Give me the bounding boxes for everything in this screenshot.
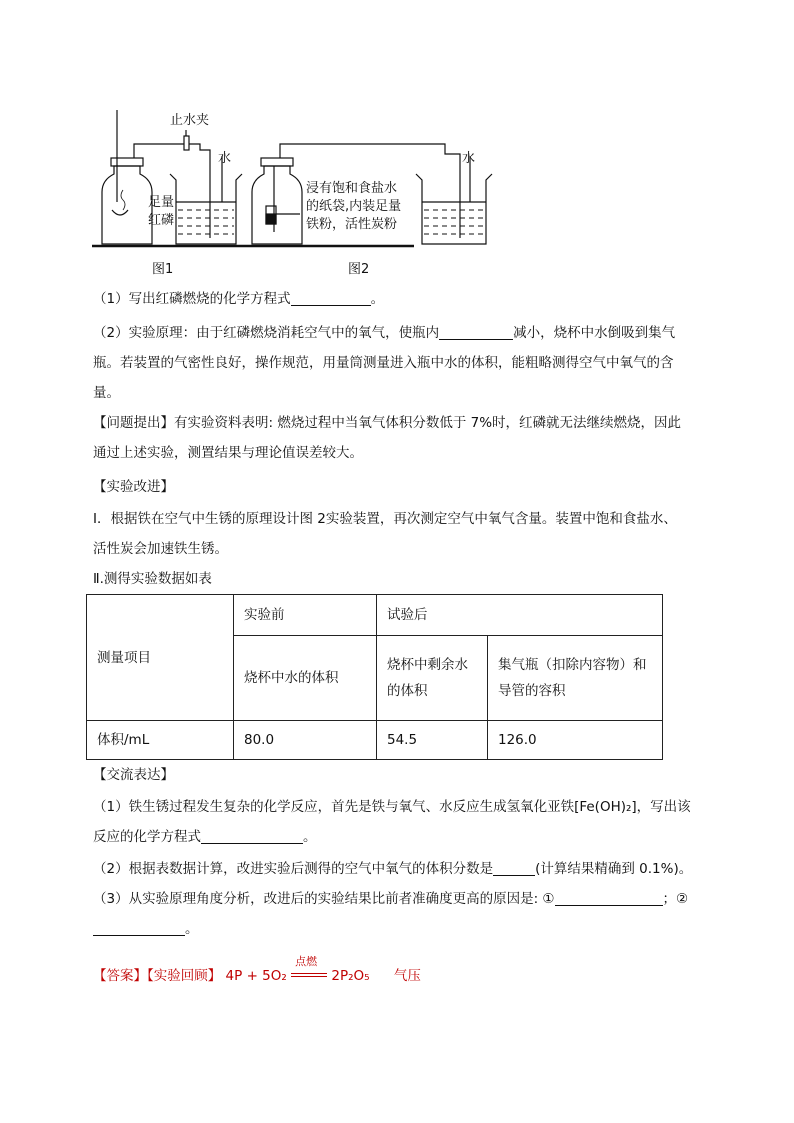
answer-prefix: 【答案】【实验回顾】 xyxy=(93,968,222,984)
exchange-question-3-text: （3）从实验原理角度分析，改进后的实验结果比前者准确度更高的原因是: ① xyxy=(93,891,555,907)
answer-line xyxy=(93,955,421,984)
answer-blank[interactable] xyxy=(439,323,513,340)
table-col-bottle-line1: 集气瓶（扣除内容物）和 xyxy=(498,657,647,673)
step-1-line2: 活性炭会加速铁生锈。 xyxy=(93,541,228,557)
clamp-label: 止水夹 xyxy=(170,113,210,128)
table-header-after: 试验后 xyxy=(377,595,663,636)
answer-equation-rhs: 2P₂O₅ xyxy=(331,968,370,984)
table-cell-beaker-water: 80.0 xyxy=(234,721,377,760)
water-label-fig1: 水 xyxy=(218,151,232,166)
answer-equation-lhs: 4P + 5O₂ xyxy=(225,968,287,984)
exchange-question-3-end: 。 xyxy=(185,921,199,937)
water-label-fig2: 水 xyxy=(462,151,476,166)
exchange-heading: 【交流表达】 xyxy=(93,767,174,783)
step-1-line1: Ⅰ．根据铁在空气中生锈的原理设计图 2实验装置，再次测定空气中氧气含量。装置中饱和食盐水、 xyxy=(93,511,677,527)
bag-label-line3: 铁粉，活性炭粉 xyxy=(306,217,398,232)
question-1 xyxy=(93,284,703,314)
table-col-remaining-water xyxy=(377,636,488,721)
exchange-question-1-line2: 反应的化学方程式 xyxy=(93,829,201,845)
problem-line1: 【问题提出】有实验资料表明: 燃烧过程中当氧气体积分数低于 7%时，红磷就无法继续燃烧，因此 xyxy=(93,415,682,431)
question-1-text: （1）写出红磷燃烧的化学方程式 xyxy=(93,291,291,307)
exchange-question-1 xyxy=(93,792,703,852)
table-header-before: 实验前 xyxy=(234,595,377,636)
problem-line2: 通过上述实验，测置结果与理论值误差较大。 xyxy=(93,445,363,461)
problem-section xyxy=(93,408,703,468)
step-2: Ⅱ.测得实验数据如表 xyxy=(93,571,212,587)
exchange-question-1-line1: （1）铁生锈过程发生复杂的化学反应，首先是铁与氧气、水反应生成氢氧化亚铁[Fe(OH)₂]，写出该 xyxy=(93,799,691,815)
answer-blank[interactable] xyxy=(93,919,185,936)
exchange-question-1-end: 。 xyxy=(303,829,317,845)
phosphorus-label-line1: 足量 xyxy=(148,195,175,210)
table-header-item: 测量项目 xyxy=(87,595,234,721)
table-cell-bottle-volume: 126.0 xyxy=(488,721,663,760)
answer-blank[interactable] xyxy=(493,859,535,876)
exchange-question-3 xyxy=(93,884,703,944)
reaction-condition: 点燃 xyxy=(295,955,318,968)
table-row xyxy=(87,595,663,636)
question-2-line3: 量。 xyxy=(93,385,120,401)
question-2-line2: 瓶。若装置的气密性良好，操作规范，用量筒测量进入瓶中水的体积，能粗略测得空气中氧气的含 xyxy=(93,355,674,371)
question-2 xyxy=(93,318,703,408)
table-col-remaining-line2: 的体积 xyxy=(387,683,428,699)
exchange-question-3-mid: ；② xyxy=(662,891,689,907)
exchange-question-2 xyxy=(93,854,703,884)
question-2-line1: （2）实验原理：由于红磷燃烧消耗空气中的氧气，使瓶内 xyxy=(93,325,440,341)
table-row-label: 体积/mL xyxy=(87,721,234,760)
step-1 xyxy=(93,504,703,564)
question-2-line1-end: 减小，烧杯中水倒吸到集气 xyxy=(513,325,676,341)
question-1-end: 。 xyxy=(370,291,385,307)
figure-1-label: 图1 xyxy=(152,262,174,277)
table-cell-remaining-water: 54.5 xyxy=(377,721,488,760)
answer-blank[interactable] xyxy=(555,889,663,906)
figure-2-label: 图2 xyxy=(348,262,370,277)
bag-label-line1: 浸有饱和食盐水 xyxy=(306,181,398,196)
exchange-question-2-note: (计算结果精确到 0.1%)。 xyxy=(535,861,693,877)
bag-label-line2: 的纸袋,内装足量 xyxy=(306,199,402,214)
table-col-beaker-water: 烧杯中水的体积 xyxy=(234,636,377,721)
table-col-remaining-line1: 烧杯中剩余水 xyxy=(387,657,468,673)
reaction-condition-arrow xyxy=(291,955,327,984)
phosphorus-label-line2: 红磷 xyxy=(148,213,175,228)
exchange-question-2-text: （2）根据表数据计算，改进实验后测得的空气中氧气的体积分数是 xyxy=(93,861,494,877)
answer-blank[interactable] xyxy=(201,827,303,844)
answer-pressure: 气压 xyxy=(393,968,421,984)
table-col-bottle-volume xyxy=(488,636,663,721)
answer-blank[interactable] xyxy=(291,289,371,306)
apparatus-figure xyxy=(90,110,520,280)
table-col-bottle-line2: 导管的容积 xyxy=(498,683,566,699)
data-table xyxy=(86,594,663,760)
improve-heading: 【实验改进】 xyxy=(93,479,174,495)
table-row xyxy=(87,721,663,760)
